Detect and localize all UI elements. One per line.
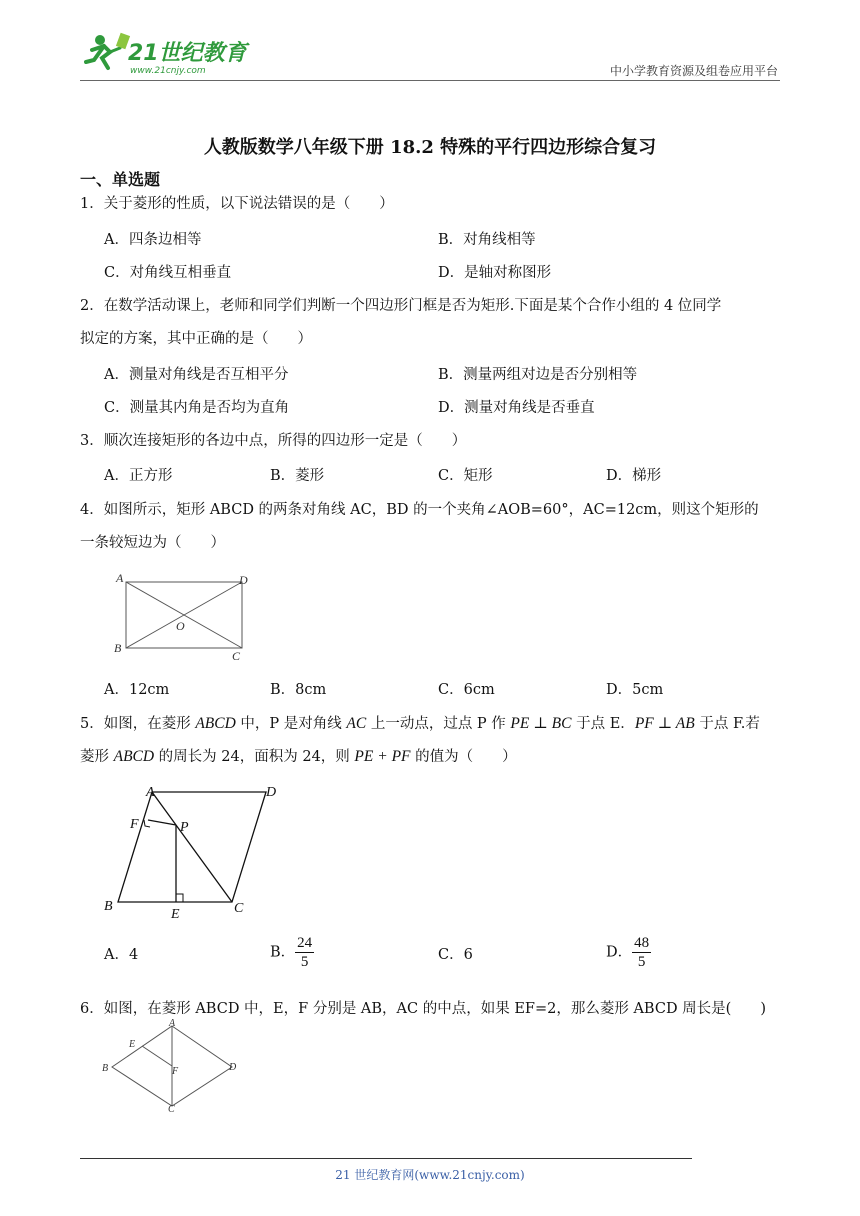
runner-icon [86, 33, 130, 68]
q2-option-c: C．测量其内角是否均为直角 [104, 400, 290, 416]
q4-option-a: A．12cm [104, 682, 170, 698]
q5-label-b: B [104, 899, 113, 914]
q5-option-b-fraction [295, 934, 314, 971]
q6-label-a: A [169, 1018, 176, 1029]
page-title: 人教版数学八年级下册 18.2 特殊的平行四边形综合复习 [203, 137, 657, 158]
q6-label-e: E [129, 1039, 136, 1050]
q5-math-pe-plus-pf: PE + PF [354, 748, 411, 765]
q6-rhombus-figure [98, 1014, 248, 1118]
q5-option-a: A．4 [104, 947, 139, 963]
q4-rectangle-figure [112, 570, 262, 666]
q5-option-c: C．6 [438, 947, 473, 963]
q4-option-b: B．8cm [270, 682, 327, 698]
logo-text: 21世纪教育 [128, 41, 247, 66]
q4-label-b: B [114, 641, 122, 655]
question-2-stem-line2: 拟定的方案，其中正确的是（ ） [80, 331, 312, 347]
q5-option-d-fraction [632, 934, 651, 971]
q1-option-c: C．对角线互相垂直 [104, 265, 232, 281]
q3-option-a: A．正方形 [104, 468, 173, 484]
q5-option-d [606, 934, 651, 971]
site-logo [80, 28, 270, 78]
section-heading: 一、单选题 [80, 170, 161, 189]
footer-link[interactable]: 21 世纪教育网(www.21cnjy.com) [335, 1168, 525, 1182]
q5-option-d-numerator: 48 [634, 935, 650, 951]
question-6-stem: 6．如图，在菱形 ABCD 中，E，F 分别是 AB，AC 的中点，如果 EF=2，那么菱形 ABCD 周长是( ) [80, 1001, 767, 1017]
q5-text-5: 于点 F.若 [694, 716, 760, 732]
q1-option-a: A．四条边相等 [104, 232, 202, 248]
q5-option-b-denominator: 5 [300, 954, 309, 970]
q5-text-2: 中，P 是对角线 [235, 716, 347, 732]
q5-label-a: A [146, 785, 155, 800]
q3-option-c: C．矩形 [438, 468, 493, 484]
q2-option-b: B．测量两组对边是否分别相等 [438, 367, 638, 383]
question-4-stem-line1: 4．如图所示，矩形 ABCD 的两条对角线 AC，BD 的一个夹角∠AOB=60°，AC=12cm，则这个矩形的 [80, 502, 759, 518]
q5-option-b-prefix: B． [270, 944, 296, 961]
q3-option-d: D．梯形 [606, 468, 662, 484]
q6-label-f: F [172, 1066, 179, 1077]
q5-option-b [270, 934, 314, 971]
q6-label-b: B [102, 1063, 109, 1074]
question-5-stem-line2 [80, 741, 780, 773]
header-platform-name: 中小学教育资源及组卷应用平台 [609, 64, 778, 78]
q5-text-3: 上一动点，过点 P 作 [366, 716, 511, 732]
q1-option-d: D．是轴对称图形 [438, 265, 552, 281]
q2-option-a: A．测量对角线是否互相平分 [104, 367, 289, 383]
q4-label-d: D [239, 573, 248, 587]
question-5-stem-line1 [80, 708, 780, 740]
q5-label-d: D [266, 785, 277, 800]
q5-label-p: P [180, 820, 189, 835]
q5-label-e: E [171, 907, 180, 922]
q5-label-c: C [234, 901, 244, 916]
q4-option-c: C．6cm [438, 682, 495, 698]
q5-math-ac: AC [346, 715, 367, 732]
q5-text-7: 的周长为 24，面积为 24，则 [154, 749, 355, 765]
q5-math-abcd: ABCD [195, 715, 236, 732]
q5-text-6: 菱形 [80, 749, 114, 765]
q2-option-d: D．测量对角线是否垂直 [438, 400, 595, 416]
q4-label-c: C [232, 649, 241, 662]
q5-text-8: 的值为（ ） [410, 749, 517, 765]
q4-option-d: D．5cm [606, 682, 664, 698]
q4-label-a: A [116, 571, 124, 585]
q1-option-b: B．对角线相等 [438, 232, 536, 248]
q5-rhombus-figure [100, 780, 290, 926]
question-2-stem-line1: 2．在数学活动课上，老师和同学们判断一个四边形门框是否为矩形.下面是某个合作小组的 4 位同学 [80, 298, 722, 314]
q5-option-b-numerator: 24 [297, 935, 313, 951]
q5-math-pe-bc: PE ⊥ BC [510, 715, 572, 732]
q6-label-c: C [168, 1104, 175, 1114]
header-divider [80, 80, 780, 81]
q5-label-f: F [130, 817, 139, 832]
q6-label-d: D [229, 1062, 237, 1073]
q4-label-o: O [176, 619, 185, 633]
q5-math-abcd-2: ABCD [113, 748, 155, 765]
question-1-stem: 1．关于菱形的性质，以下说法错误的是（ ） [80, 196, 394, 212]
logo-url: www.21cnjy.com [130, 66, 206, 76]
q5-math-pf-ab: PF ⊥ AB [634, 715, 695, 732]
footer-divider [80, 1158, 692, 1159]
q5-text-4: 于点 E． [571, 716, 635, 732]
q5-text-1: 5．如图，在菱形 [80, 716, 196, 732]
q3-option-b: B．菱形 [270, 468, 325, 484]
q5-option-d-prefix: D． [606, 944, 633, 961]
question-4-stem-line2: 一条较短边为（ ） [80, 535, 225, 551]
q5-option-d-denominator: 5 [637, 954, 646, 970]
question-3-stem: 3．顺次连接矩形的各边中点，所得的四边形一定是（ ） [80, 433, 467, 449]
